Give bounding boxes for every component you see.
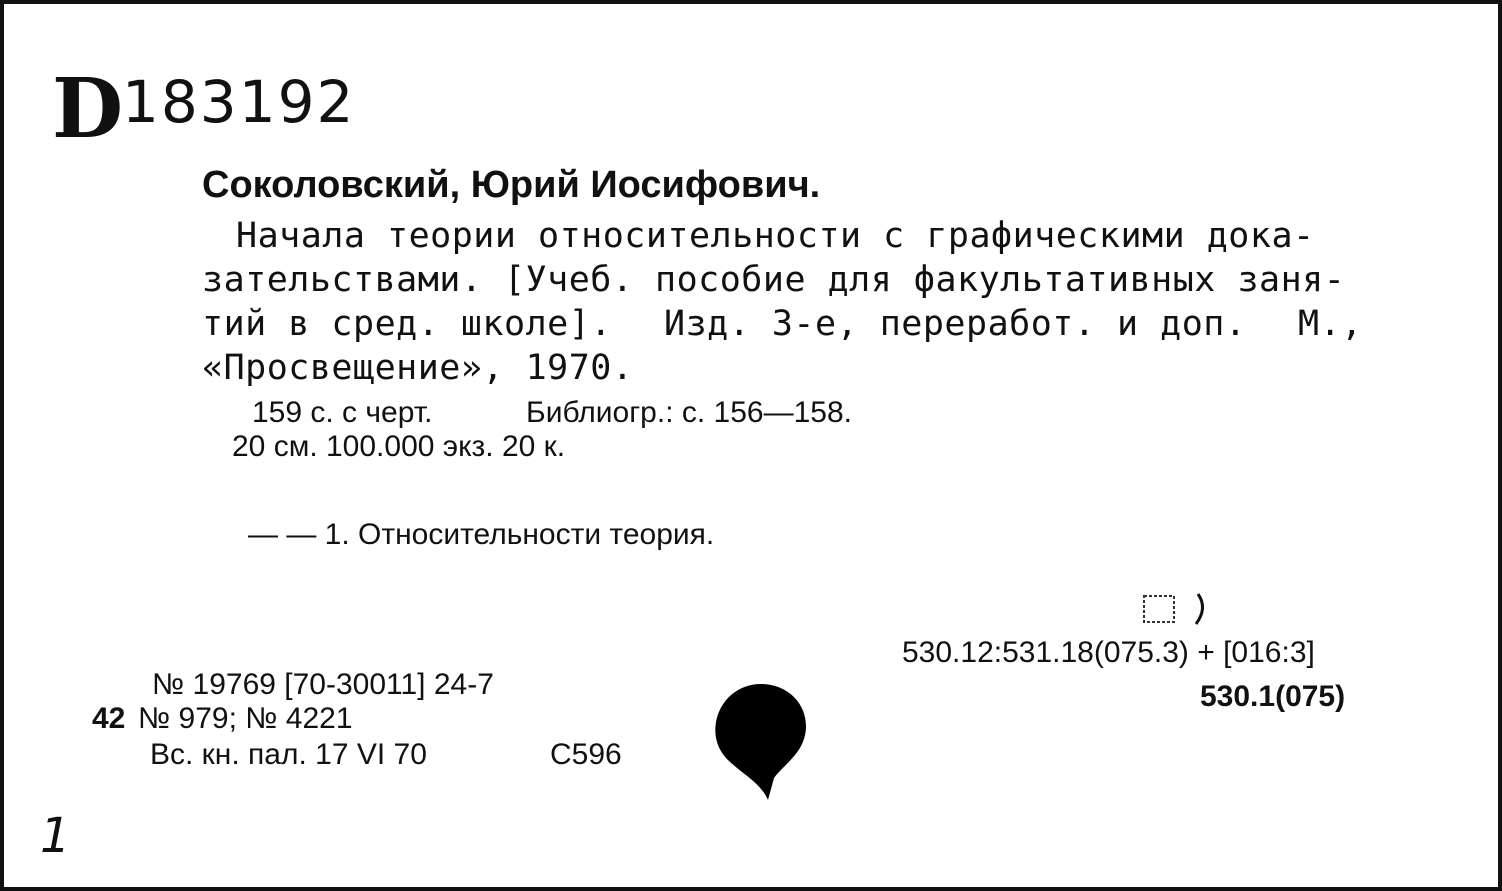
registration-line-3: Вс. кн. пал. 17 VI 70 (150, 738, 427, 771)
registration-line-1: № 19769 [70-30011] 24-7 (152, 668, 494, 701)
author-name: Соколовский, Юрий Иосифович. (202, 164, 821, 206)
title-line-1: Начала теории относительности с графическими дока- (236, 216, 1315, 256)
edition-statement: Изд. 3-е, переработ. и доп. (664, 304, 1247, 344)
title-line-3: тий в сред. школе]. (202, 304, 612, 344)
stamp-smudge (1138, 588, 1218, 628)
registration-line-2: № 979; № 4221 (138, 702, 353, 735)
udc-classification-2: 530.1(075) (1200, 680, 1346, 713)
publication-place: М., (1298, 304, 1363, 344)
ink-blot-mark (714, 682, 808, 802)
corner-handwritten-mark: 1 (40, 808, 71, 864)
physical-description: 159 с. с черт. (252, 396, 433, 429)
registration-code: С596 (550, 738, 622, 771)
udc-classification: 530.12:531.18(075.3) + [016:3] (902, 636, 1315, 669)
registration-prefix: 42 (92, 702, 126, 735)
title-line-2: зательствами. [Учеб. пособие для факультативных заня- (202, 260, 1346, 300)
subject-heading: — — 1. Относительности теория. (248, 518, 715, 551)
publisher-year: «Просвещение», 1970. (202, 348, 634, 388)
catalog-letter: D (52, 61, 124, 157)
size-print-price: 20 см. 100.000 экз. 20 к. (232, 430, 566, 463)
catalog-number: 183192 (122, 68, 356, 136)
bibliography-note: Библиогр.: с. 156—158. (526, 396, 852, 429)
